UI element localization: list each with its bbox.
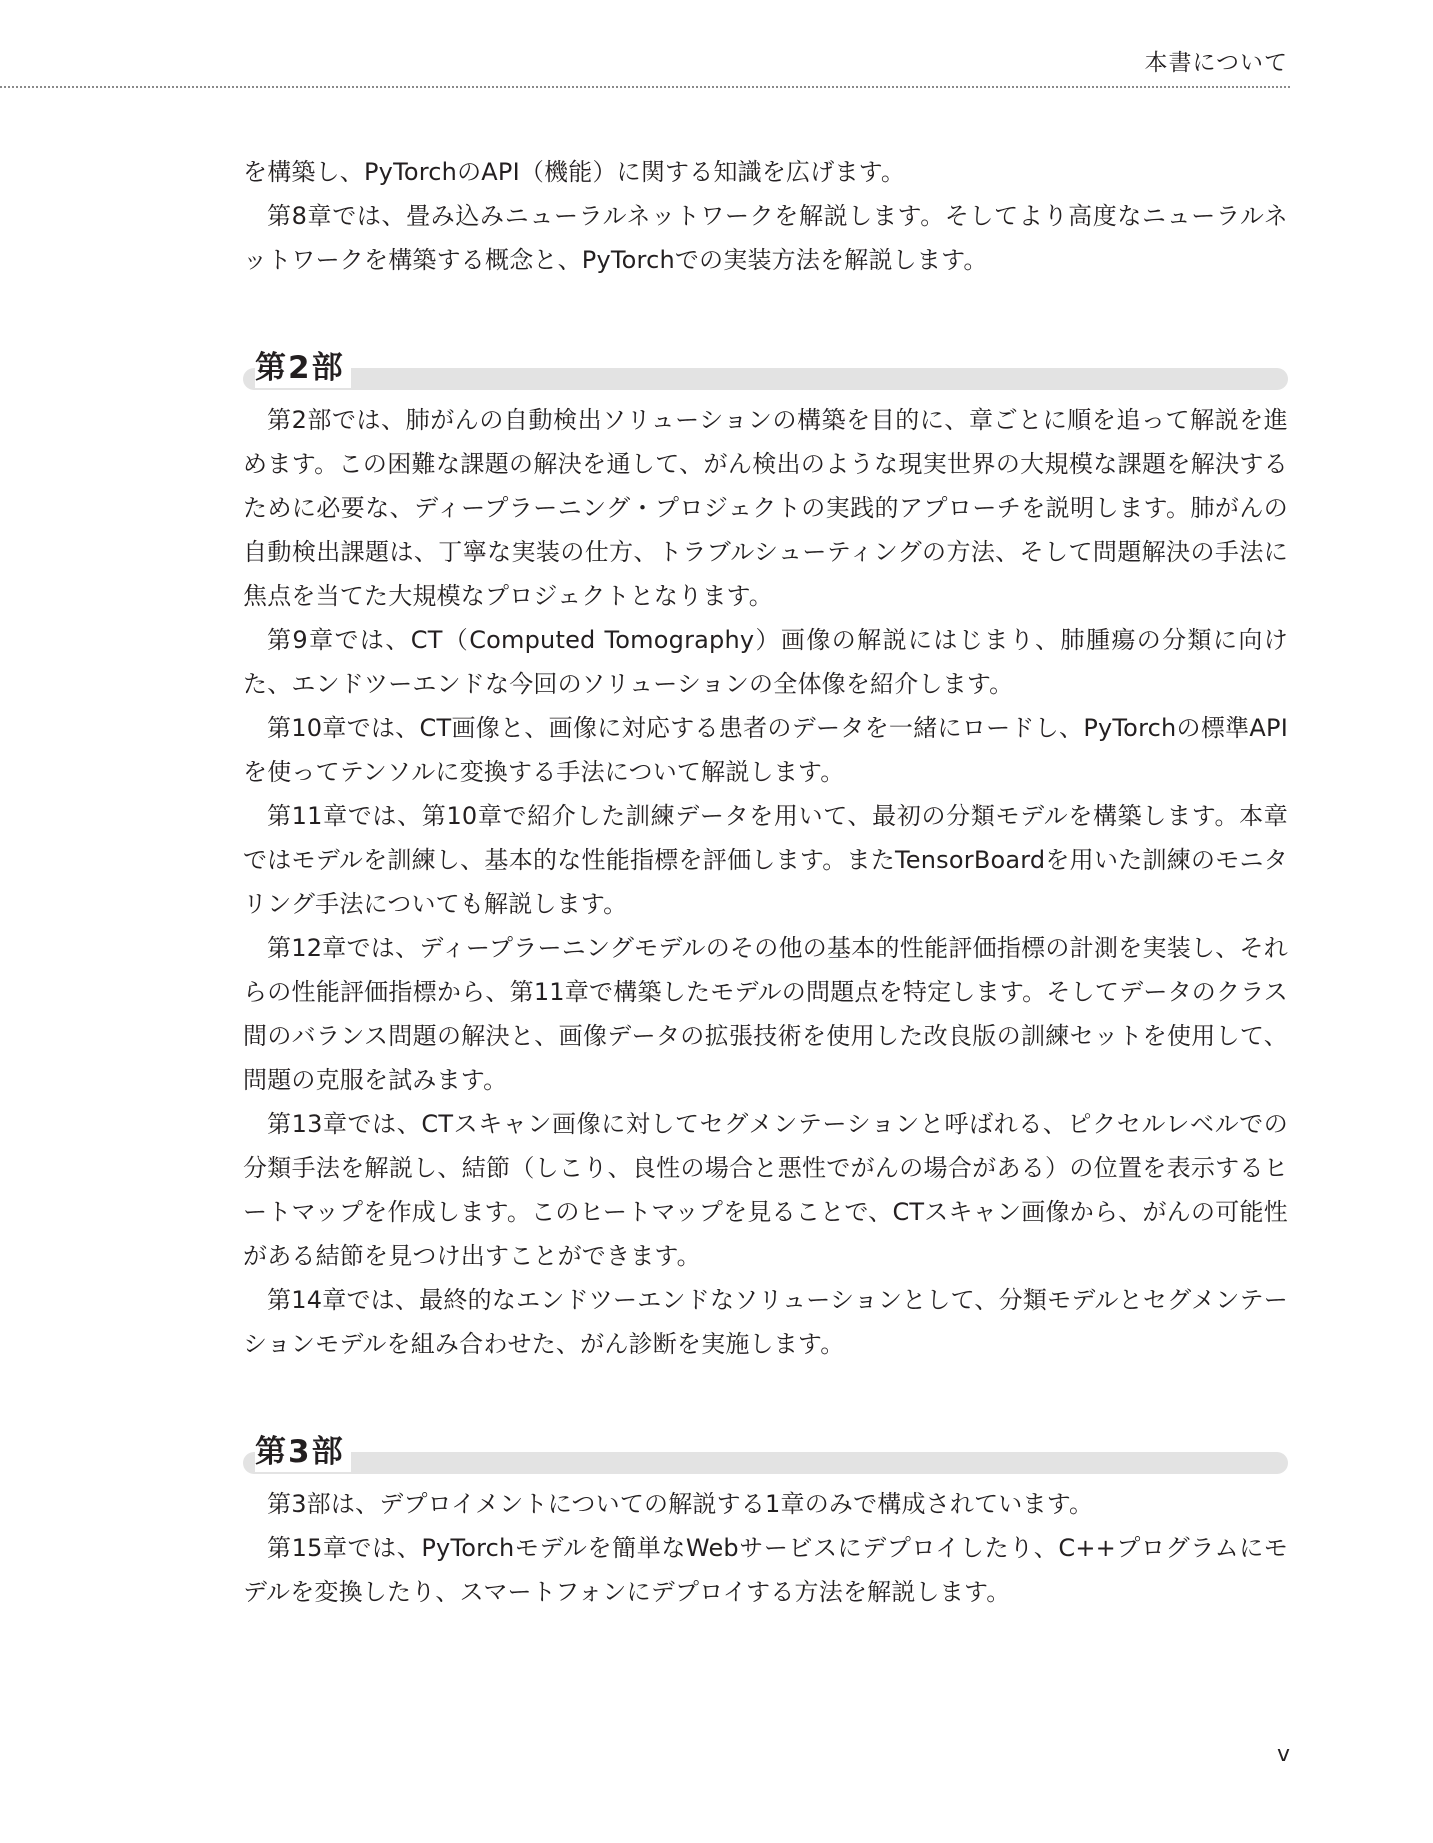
- page-number: v: [1276, 1742, 1290, 1767]
- paragraph-chapter-15: 第15章では、PyTorchモデルを簡単なWebサービスにデプロイしたり、C++プログラムにモデルを変換したり、スマートフォンにデプロイする方法を解説します。: [243, 1534, 1288, 1606]
- part-3-heading: [243, 1422, 1288, 1474]
- part-2-heading: [243, 338, 1288, 390]
- header-dotted-rule: [0, 86, 1290, 88]
- paragraph-part-2-overview: 第2部では、肺がんの自動検出ソリューションの構築を目的に、章ごとに順を追って解説を進めます。この困難な課題の解決を通して、がん検出のような現実世界の大規模な課題を解決するために必要な、ディープラーニング・プロジェクトの実践的アプローチを説明します。肺がんの自動検出課題は、丁寧な実装の仕方、トラブルシューティングの方法、そして問題解決の手法に焦点を当てた大規模なプロジェクトとなります。: [243, 406, 1288, 610]
- paragraph-chapter-11: 第11章では、第10章で紹介した訓練データを用いて、最初の分類モデルを構築します。本章ではモデルを訓練し、基本的な性能指標を評価します。またTensorBoardを用いた訓練のモニタリング手法についても解説します。: [243, 802, 1288, 918]
- paragraph-chapter-13: 第13章では、CTスキャン画像に対してセグメンテーションと呼ばれる、ピクセルレベルでの分類手法を解説し、結節（しこり、良性の場合と悪性でがんの場合がある）の位置を表示するヒートマップを作成します。このヒートマップを見ることで、CTスキャン画像から、がんの可能性がある結節を見つけ出すことができます。: [243, 1110, 1288, 1270]
- paragraph-part-3-overview: 第3部は、デプロイメントについての解説する1章のみで構成されています。: [267, 1490, 1094, 1518]
- paragraph-chapter-14: 第14章では、最終的なエンドツーエンドなソリューションとして、分類モデルとセグメンテーションモデルを組み合わせた、がん診断を実施します。: [243, 1286, 1288, 1358]
- paragraph-chapter-10: 第10章では、CT画像と、画像に対応する患者のデータを一緒にロードし、PyTorchの標準APIを使ってテンソルに変換する手法について解説します。: [243, 714, 1288, 786]
- running-header: 本書について: [1144, 50, 1288, 76]
- paragraph-chapter-8: 第8章では、畳み込みニューラルネットワークを解説します。そしてより高度なニューラルネットワークを構築する概念と、PyTorchでの実装方法を解説します。: [243, 202, 1288, 274]
- heading-bar: [243, 1452, 1288, 1474]
- heading-bar: [243, 368, 1288, 390]
- paragraph-intro-continuation: を構築し、PyTorchのAPI（機能）に関する知識を広げます。: [243, 158, 906, 186]
- page-body: [243, 150, 1288, 1614]
- part-3-title: 第3部: [255, 1432, 351, 1472]
- paragraph-chapter-12: 第12章では、ディープラーニングモデルのその他の基本的性能評価指標の計測を実装し、それらの性能評価指標から、第11章で構築したモデルの問題点を特定します。そしてデータのクラス間のバランス問題の解決と、画像データの拡張技術を使用した改良版の訓練セットを使用して、問題の克服を試みます。: [243, 934, 1288, 1094]
- paragraph-chapter-9: 第9章では、CT（Computed Tomography）画像の解説にはじまり、肺腫瘍の分類に向けた、エンドツーエンドな今回のソリューションの全体像を紹介します。: [243, 626, 1288, 698]
- part-2-title: 第2部: [255, 348, 351, 388]
